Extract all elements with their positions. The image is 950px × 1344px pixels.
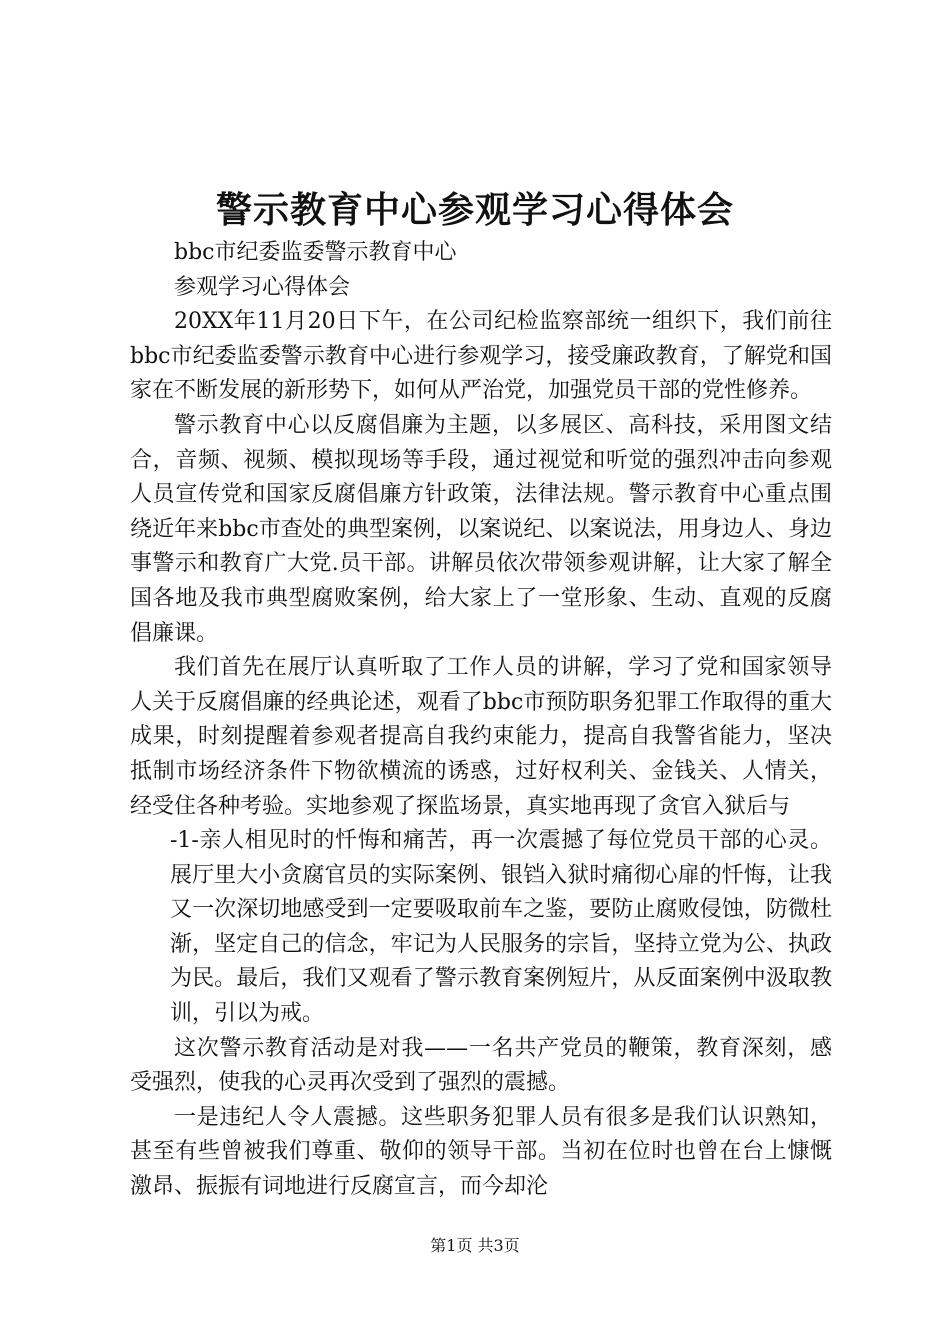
paragraph-2: 警示教育中心以反腐倡廉为主题，以多展区、高科技，采用图文结合，音频、视频、模拟现场等手段，通过视觉和听觉的强烈冲击向参观人员宣传党和国家反腐倡廉方针政策，法律法规。警示教育中心重点围绕近年来bbc市查处的典型案例，以案说纪、以案说法，用身边人、身边事警示和教育广大党.员干部。讲解员依次带领参观讲解，让大家了解全国各地及我市典型腐败案例，给大家上了一堂形象、生动、直观的反腐倡廉课。: [130, 412, 832, 646]
page-footer: 第1页 共3页: [430, 1236, 520, 1255]
paragraph-6: 一是违纪人令人震撼。这些职务犯罪人员有很多是我们认识熟知，甚至有些曾被我们尊重、敬仰的领导干部。当初在位时也曾在台上慷慨激昂、振振有词地进行反腐宣言，而今却沦: [130, 1104, 832, 1200]
heading-line-2: 参观学习心得体会: [174, 274, 351, 300]
heading-line-1: bbc市纪委监委警示教育中心: [174, 240, 457, 265]
document-body: [130, 236, 832, 1205]
paragraph-1: 20XX年11月20日下午，在公司纪检监察部统一组织下，我们前往bbc市纪委监委警示教育中心进行参观学习，接受廉政教育，了解党和国家在不断发展的新形势下，如何从严治党，加强党员干部的党性修养。: [130, 309, 832, 404]
document-title: 警示教育中心参观学习心得体会: [215, 189, 734, 231]
paragraph-4: -1-亲人相见时的忏悔和痛苦，再一次震撼了每位党员干部的心灵。展厅里大小贪腐官员的实际案例、银铛入狱时痛彻心扉的忏悔，让我又一次深切地感受到一定要吸取前车之鉴，要防止腐败侵蚀，防微杜渐，坚定自己的信念，牢记为人民服务的宗旨，坚持立党为公、执政为民。最后，我们又观看了警示教育案例短片，从反面案例中汲取教训，引以为戒。: [170, 828, 832, 1027]
paragraph-5: 这次警示教育活动是对我——一名共产党员的鞭策，教育深刻，感受强烈，使我的心灵再次受到了强烈的震撼。: [130, 1035, 832, 1096]
paragraph-3: 我们首先在展厅认真听取了工作人员的讲解，学习了党和国家领导人关于反腐倡廉的经典论述，观看了bbc市预防职务犯罪工作取得的重大成果，时刻提醒着参观者提高自我约束能力，提高自我警省能力，坚决抵制市场经济条件下物欲横流的诱惑，过好权利关、金钱关、人情关，经受住各种考验。实地参观了探监场景，真实地再现了贪官入狱后与: [130, 655, 832, 819]
